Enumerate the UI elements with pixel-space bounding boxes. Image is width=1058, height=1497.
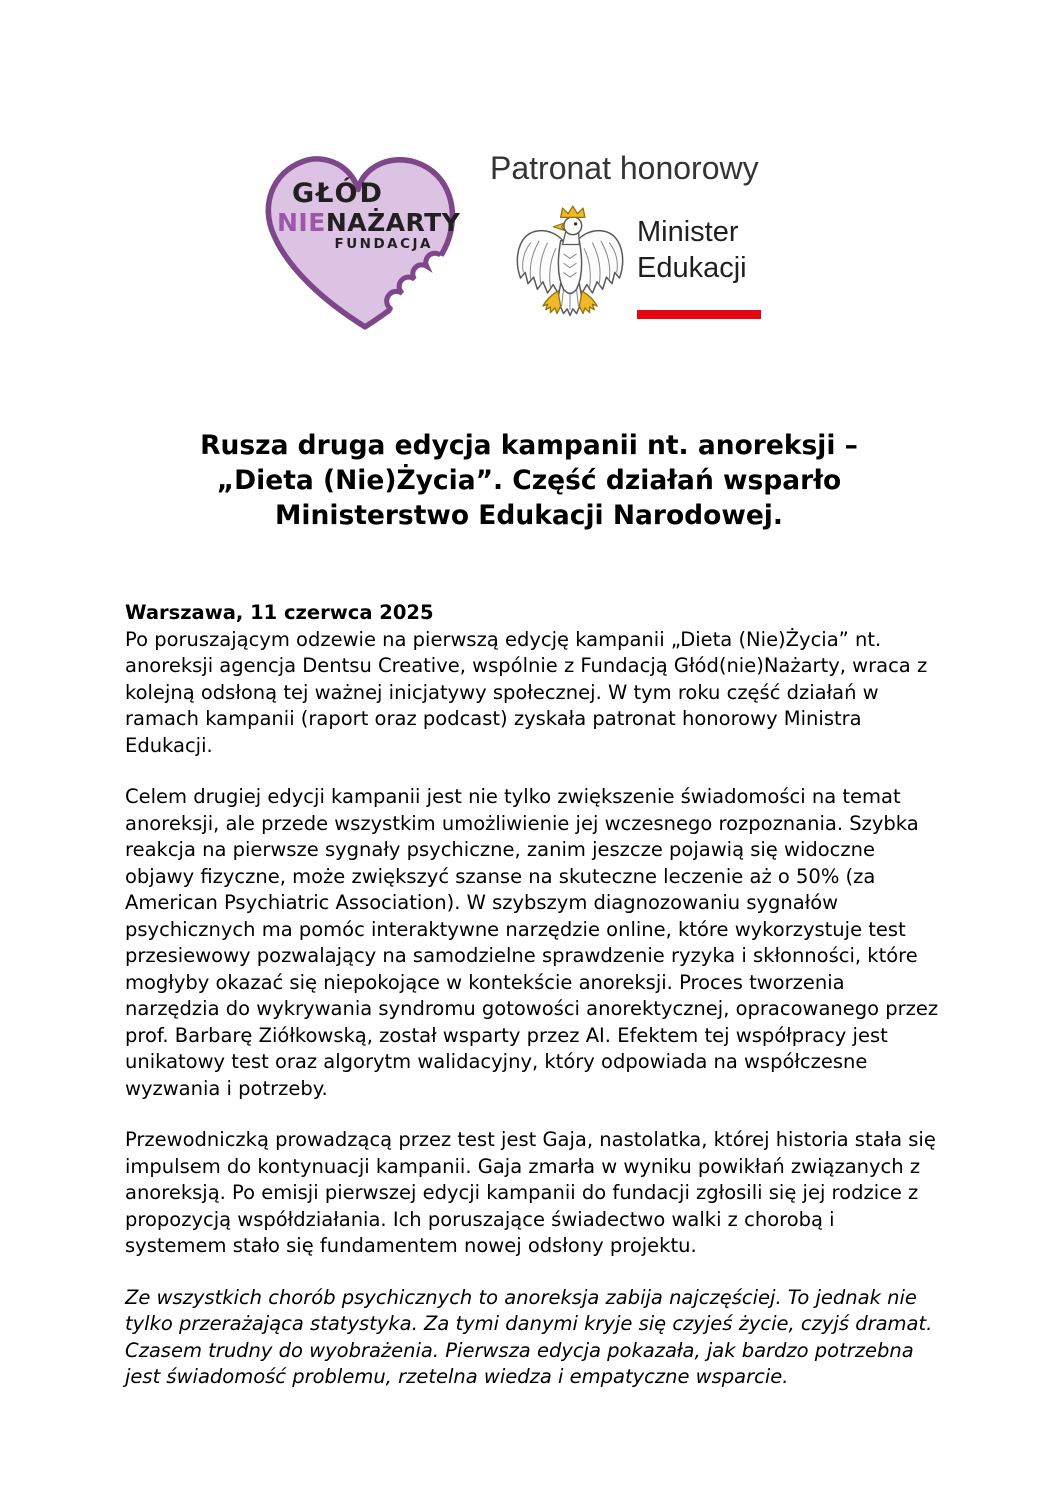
logo-word-glod: GŁÓD	[292, 178, 384, 209]
document-title-line1: Rusza druga edycja kampanii nt. anoreksji –	[200, 430, 858, 461]
polish-eagle-icon	[514, 201, 626, 329]
patronage-heading: Patronat honorowy	[490, 150, 759, 186]
logo-word-nie-accent: NIE	[277, 208, 326, 237]
foundation-logo	[256, 146, 460, 338]
document-body	[125, 600, 939, 1416]
document-title	[119, 428, 939, 533]
document-title-line2: „Dieta (Nie)Życia”. Część działań wsparło	[216, 465, 842, 496]
minister-line1: Minister	[637, 216, 739, 248]
paragraph-gaja-story: Przewodniczką prowadzącą przez test jest Gaja, nastolatka, której historia stała się impulsem do kontynuacji kampanii. Gaja zmarła w wyniku powikłań związanych z anoreksją. Po emisji pierwszej edycji kampanii do fundacji zgłosili się jej rodzice z propozycją współdziałania. Ich poruszające świadectwo walki z chorobą i systemem stało się fundamentem nowej odsłony projektu.	[125, 1128, 936, 1257]
logo-word-nienazarty	[277, 208, 460, 237]
red-accent-bar	[637, 310, 761, 319]
logo-word-nazarty: NAŻARTY	[325, 208, 461, 237]
paragraph-quote: Ze wszystkich chorób psychicznych to anoreksja zabija najczęściej. To jednak nie tylko przerażająca statystyka. Za tymi danymi kryje się czyjeś życie, czyjś dramat. Czasem trudny do wyobrażenia. Pierwsza edycja pokazała, jak bardzo potrzebna jest świadomość problemu, rzetelna wiedza i empatyczne wsparcie.	[125, 1285, 933, 1388]
minister-line2: Edukacji	[637, 252, 747, 284]
logo-word-fundacja: FUNDACJA	[334, 236, 433, 252]
document-title-line3: Ministerstwo Edukacji Narodowej.	[275, 500, 783, 531]
paragraph-campaign-goal: Celem drugiej edycji kampanii jest nie tylko zwiększenie świadomości na temat anoreksji, ale przede wszystkim umożliwienie jej wczesnego rozpoznania. Szybka reakcja na pierwsze sygnały psychiczne, zanim jeszcze pojawią się widoczne objawy fizyczne, może zwiększyć szanse na skuteczne leczenie aż o 50% (za American Psychiatric Association). W szybszym diagnozowaniu sygnałów psychicznych ma pomóc interaktywne narzędzie online, które wykorzystuje test przesiewowy pozwalający na samodzielne sprawdzenie ryzyka i skłonności, które mogłyby okazać się niepokojące w kontekście anoreksji. Proces tworzenia narzędzia do wykrywania syndromu gotowości anorektycznej, opracowanego przez prof. Barbarę Ziółkowską, został wsparty przez AI. Efektem tej współpracy jest unikatowy test oraz algorytm walidacyjny, który odpowiada na współczesne wyzwania i potrzeby.	[125, 785, 939, 1100]
polish-eagle-emblem	[514, 201, 626, 329]
foundation-logo-text	[256, 146, 460, 338]
minister-name	[637, 214, 761, 319]
dateline: Warszawa, 11 czerwca 2025	[125, 601, 434, 624]
paragraph-intro: Po poruszającym odzewie na pierwszą edycję kampanii „Dieta (Nie)Życia” nt. anoreksji agencja Dentsu Creative, wspólnie z Fundacją Głód(nie)Nażarty, wraca z kolejną odsłoną tej ważnej inicjatywy społecznej. W tym roku część działań w ramach kampanii (raport oraz podcast) zyskała patronat honorowy Ministra Edukacji.	[125, 627, 928, 757]
